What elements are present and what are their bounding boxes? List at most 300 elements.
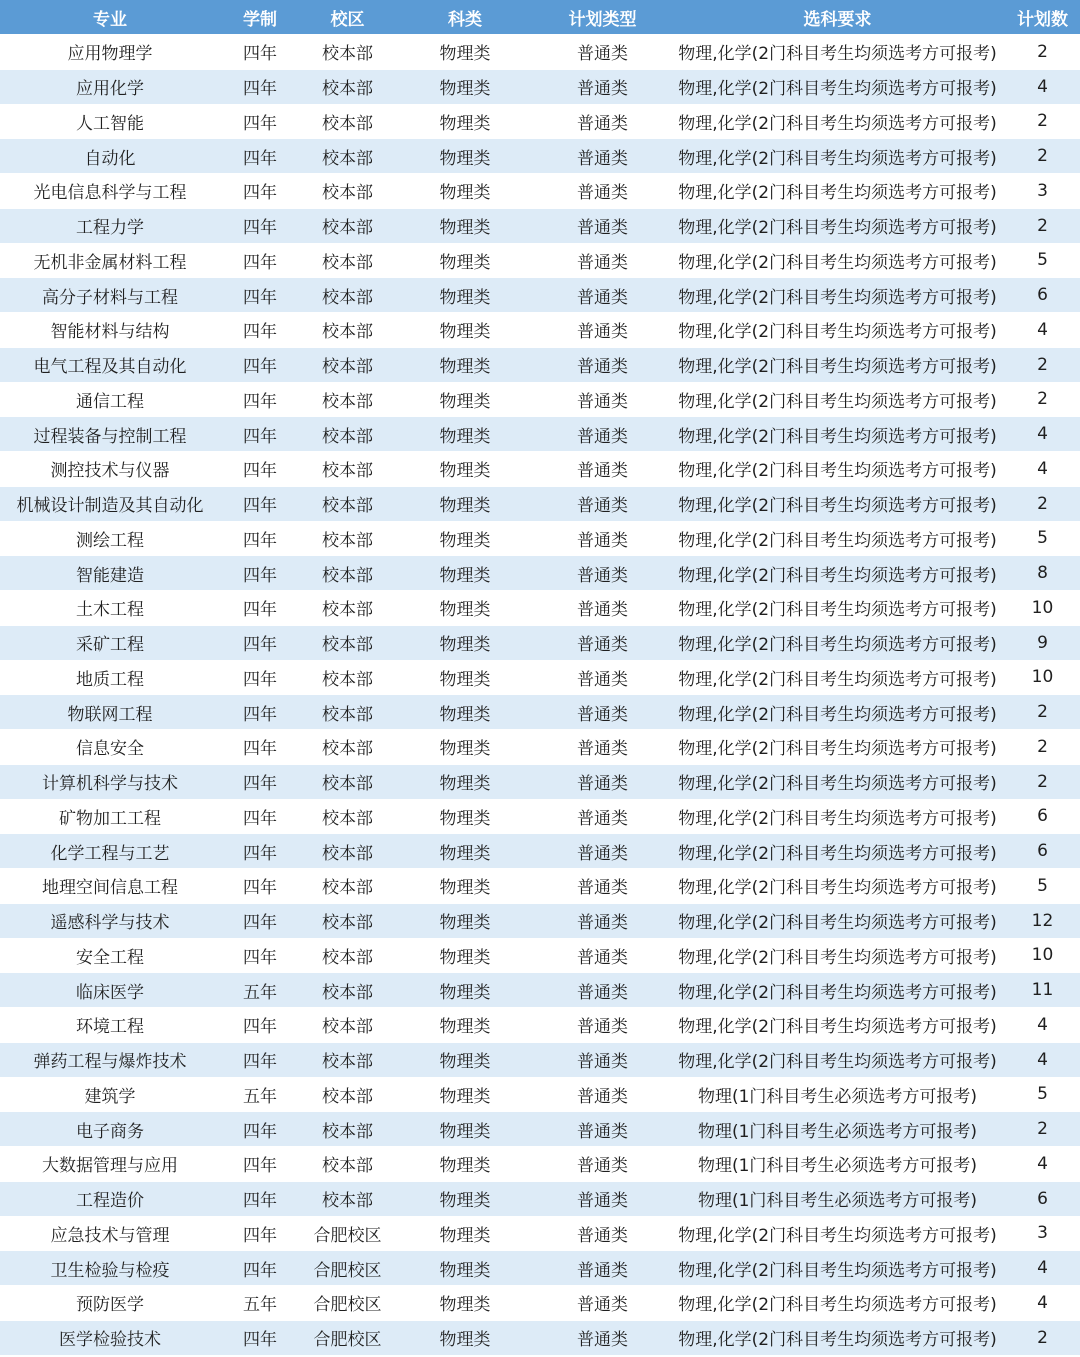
cell-subject-requirement: 物理,化学(2门科目考生均须选考方可报考) bbox=[678, 565, 997, 586]
cell-duration: 四年 bbox=[243, 1330, 277, 1351]
cell-duration: 四年 bbox=[243, 287, 277, 308]
cell-duration: 四年 bbox=[243, 44, 277, 65]
cell-plan-type: 普通类 bbox=[577, 1052, 628, 1073]
table-row bbox=[0, 1078, 1080, 1113]
cell-plan-count: 5 bbox=[1037, 528, 1048, 549]
cell-major: 弹药工程与爆炸技术 bbox=[33, 1052, 187, 1073]
table-row bbox=[0, 348, 1080, 383]
cell-major: 自动化 bbox=[84, 148, 136, 169]
cell-duration: 四年 bbox=[243, 183, 277, 204]
cell-subject-type: 物理类 bbox=[439, 1052, 491, 1073]
header-campus: 校区 bbox=[330, 9, 365, 30]
cell-campus: 校本部 bbox=[322, 183, 373, 204]
cell-campus: 校本部 bbox=[322, 461, 373, 482]
cell-plan-type: 普通类 bbox=[577, 982, 628, 1003]
cell-major: 预防医学 bbox=[76, 1295, 144, 1316]
table-row bbox=[0, 1043, 1080, 1078]
cell-campus: 合肥校区 bbox=[313, 1225, 382, 1246]
cell-campus: 合肥校区 bbox=[313, 1260, 382, 1281]
cell-subject-requirement: 物理,化学(2门科目考生均须选考方可报考) bbox=[678, 947, 997, 968]
cell-duration: 四年 bbox=[243, 913, 277, 934]
cell-major: 安全工程 bbox=[76, 947, 144, 968]
cell-plan-count: 6 bbox=[1037, 1188, 1048, 1209]
cell-campus: 校本部 bbox=[322, 635, 373, 656]
table-row bbox=[0, 591, 1080, 626]
cell-plan-type: 普通类 bbox=[577, 357, 628, 378]
cell-subject-requirement: 物理,化学(2门科目考生均须选考方可报考) bbox=[678, 1017, 997, 1038]
cell-campus: 校本部 bbox=[322, 878, 373, 899]
table-row bbox=[0, 35, 1080, 70]
cell-plan-count: 2 bbox=[1037, 702, 1048, 723]
cell-subject-type: 物理类 bbox=[439, 183, 491, 204]
cell-major: 通信工程 bbox=[76, 391, 144, 412]
cell-campus: 校本部 bbox=[322, 44, 373, 65]
table-row bbox=[0, 730, 1080, 765]
cell-duration: 四年 bbox=[243, 739, 277, 760]
cell-plan-type: 普通类 bbox=[577, 1086, 628, 1107]
cell-duration: 四年 bbox=[243, 322, 277, 343]
cell-major: 测绘工程 bbox=[76, 530, 144, 551]
cell-duration: 四年 bbox=[243, 218, 277, 239]
cell-subject-type: 物理类 bbox=[439, 461, 491, 482]
cell-subject-requirement: 物理,化学(2门科目考生均须选考方可报考) bbox=[678, 669, 997, 690]
cell-major: 临床医学 bbox=[76, 982, 144, 1003]
cell-plan-type: 普通类 bbox=[577, 287, 628, 308]
cell-plan-type: 普通类 bbox=[577, 461, 628, 482]
cell-plan-count: 5 bbox=[1037, 875, 1048, 896]
cell-subject-requirement: 物理,化学(2门科目考生均须选考方可报考) bbox=[678, 44, 997, 65]
cell-subject-type: 物理类 bbox=[439, 79, 491, 100]
cell-subject-requirement: 物理,化学(2门科目考生均须选考方可报考) bbox=[678, 252, 997, 273]
table-row bbox=[0, 174, 1080, 209]
cell-plan-type: 普通类 bbox=[577, 1121, 628, 1142]
cell-plan-count: 2 bbox=[1037, 111, 1048, 132]
table-row bbox=[0, 1112, 1080, 1147]
cell-duration: 四年 bbox=[243, 1052, 277, 1073]
table-row bbox=[0, 452, 1080, 487]
cell-campus: 校本部 bbox=[322, 1086, 373, 1107]
cell-plan-count: 4 bbox=[1037, 458, 1048, 479]
cell-plan-count: 4 bbox=[1037, 319, 1048, 340]
cell-duration: 四年 bbox=[243, 113, 277, 134]
table-row bbox=[0, 1147, 1080, 1182]
cell-subject-type: 物理类 bbox=[439, 287, 491, 308]
cell-plan-type: 普通类 bbox=[577, 600, 628, 621]
cell-subject-requirement: 物理,化学(2门科目考生均须选考方可报考) bbox=[678, 148, 997, 169]
cell-plan-count: 6 bbox=[1037, 806, 1048, 827]
cell-plan-type: 普通类 bbox=[577, 947, 628, 968]
cell-plan-count: 10 bbox=[1031, 597, 1054, 618]
cell-plan-type: 普通类 bbox=[577, 913, 628, 934]
cell-plan-type: 普通类 bbox=[577, 426, 628, 447]
cell-subject-requirement: 物理,化学(2门科目考生均须选考方可报考) bbox=[678, 496, 997, 517]
cell-subject-requirement: 物理,化学(2门科目考生均须选考方可报考) bbox=[678, 183, 997, 204]
cell-plan-count: 5 bbox=[1037, 250, 1048, 271]
cell-campus: 校本部 bbox=[322, 287, 373, 308]
cell-duration: 四年 bbox=[243, 1260, 277, 1281]
cell-duration: 四年 bbox=[243, 704, 277, 725]
cell-plan-type: 普通类 bbox=[577, 808, 628, 829]
cell-subject-type: 物理类 bbox=[439, 357, 491, 378]
cell-subject-type: 物理类 bbox=[439, 635, 491, 656]
cell-campus: 校本部 bbox=[322, 322, 373, 343]
cell-subject-type: 物理类 bbox=[439, 774, 491, 795]
cell-subject-requirement: 物理,化学(2门科目考生均须选考方可报考) bbox=[678, 704, 997, 725]
table-row bbox=[0, 800, 1080, 835]
cell-plan-type: 普通类 bbox=[577, 113, 628, 134]
cell-subject-requirement: 物理,化学(2门科目考生均须选考方可报考) bbox=[678, 357, 997, 378]
table-row bbox=[0, 765, 1080, 800]
cell-plan-count: 6 bbox=[1037, 285, 1048, 306]
cell-subject-requirement: 物理(1门科目考生必须选考方可报考) bbox=[697, 1086, 978, 1107]
header-major: 专业 bbox=[93, 9, 127, 30]
cell-subject-requirement: 物理,化学(2门科目考生均须选考方可报考) bbox=[678, 808, 997, 829]
cell-campus: 校本部 bbox=[322, 808, 373, 829]
cell-duration: 四年 bbox=[243, 565, 277, 586]
cell-major: 智能建造 bbox=[76, 565, 144, 586]
cell-campus: 校本部 bbox=[322, 739, 373, 760]
cell-subject-type: 物理类 bbox=[439, 426, 491, 447]
cell-major: 无机非金属材料工程 bbox=[33, 252, 187, 273]
cell-plan-type: 普通类 bbox=[577, 635, 628, 656]
cell-duration: 四年 bbox=[243, 1121, 277, 1142]
cell-subject-type: 物理类 bbox=[439, 1330, 491, 1351]
cell-plan-type: 普通类 bbox=[577, 1191, 628, 1212]
cell-subject-type: 物理类 bbox=[439, 1017, 491, 1038]
cell-major: 采矿工程 bbox=[76, 635, 144, 656]
cell-major: 机械设计制造及其自动化 bbox=[16, 496, 204, 517]
header-duration: 学制 bbox=[243, 9, 277, 30]
cell-subject-requirement: 物理,化学(2门科目考生均须选考方可报考) bbox=[678, 843, 997, 864]
cell-subject-requirement: 物理,化学(2门科目考生均须选考方可报考) bbox=[678, 1260, 997, 1281]
cell-subject-requirement: 物理(1门科目考生必须选考方可报考) bbox=[697, 1191, 978, 1212]
cell-subject-type: 物理类 bbox=[439, 113, 491, 134]
cell-major: 土木工程 bbox=[76, 600, 144, 621]
cell-plan-type: 普通类 bbox=[577, 669, 628, 690]
cell-duration: 四年 bbox=[243, 808, 277, 829]
cell-major: 电气工程及其自动化 bbox=[33, 357, 187, 378]
cell-subject-type: 物理类 bbox=[439, 44, 491, 65]
cell-plan-count: 2 bbox=[1037, 736, 1048, 757]
cell-major: 建筑学 bbox=[84, 1086, 136, 1107]
cell-subject-type: 物理类 bbox=[439, 669, 491, 690]
cell-subject-type: 物理类 bbox=[439, 1086, 491, 1107]
cell-subject-type: 物理类 bbox=[439, 1295, 491, 1316]
cell-campus: 校本部 bbox=[322, 391, 373, 412]
cell-plan-count: 4 bbox=[1037, 1292, 1048, 1313]
cell-subject-type: 物理类 bbox=[439, 1156, 491, 1177]
cell-subject-requirement: 物理,化学(2门科目考生均须选考方可报考) bbox=[678, 218, 997, 239]
cell-major: 电子商务 bbox=[76, 1121, 144, 1142]
table-row bbox=[0, 139, 1080, 174]
cell-campus: 校本部 bbox=[322, 218, 373, 239]
table-row bbox=[0, 383, 1080, 418]
cell-subject-requirement: 物理,化学(2门科目考生均须选考方可报考) bbox=[678, 878, 997, 899]
table-row bbox=[0, 1286, 1080, 1321]
cell-duration: 四年 bbox=[243, 461, 277, 482]
cell-subject-type: 物理类 bbox=[439, 1191, 491, 1212]
cell-campus: 校本部 bbox=[322, 843, 373, 864]
cell-subject-type: 物理类 bbox=[439, 218, 491, 239]
cell-plan-count: 2 bbox=[1037, 1327, 1048, 1348]
cell-subject-type: 物理类 bbox=[439, 496, 491, 517]
cell-plan-count: 10 bbox=[1031, 945, 1054, 966]
cell-major: 大数据管理与应用 bbox=[42, 1156, 178, 1177]
cell-subject-requirement: 物理,化学(2门科目考生均须选考方可报考) bbox=[678, 461, 997, 482]
cell-duration: 四年 bbox=[243, 1191, 277, 1212]
cell-subject-requirement: 物理,化学(2门科目考生均须选考方可报考) bbox=[678, 774, 997, 795]
cell-subject-type: 物理类 bbox=[439, 1225, 491, 1246]
cell-subject-requirement: 物理,化学(2门科目考生均须选考方可报考) bbox=[678, 530, 997, 551]
cell-major: 智能材料与结构 bbox=[50, 322, 170, 343]
cell-plan-type: 普通类 bbox=[577, 496, 628, 517]
cell-duration: 四年 bbox=[243, 530, 277, 551]
cell-major: 化学工程与工艺 bbox=[50, 843, 170, 864]
table-row bbox=[0, 695, 1080, 730]
cell-subject-requirement: 物理,化学(2门科目考生均须选考方可报考) bbox=[678, 600, 997, 621]
cell-campus: 校本部 bbox=[322, 1121, 373, 1142]
cell-plan-count: 12 bbox=[1031, 910, 1054, 931]
cell-subject-requirement: 物理,化学(2门科目考生均须选考方可报考) bbox=[678, 1052, 997, 1073]
table-row bbox=[0, 1008, 1080, 1043]
cell-subject-requirement: 物理,化学(2门科目考生均须选考方可报考) bbox=[678, 79, 997, 100]
cell-subject-type: 物理类 bbox=[439, 1260, 491, 1281]
cell-major: 测控技术与仪器 bbox=[50, 461, 170, 482]
cell-duration: 五年 bbox=[243, 982, 277, 1003]
cell-campus: 校本部 bbox=[322, 1017, 373, 1038]
cell-major: 医学检验技术 bbox=[59, 1330, 161, 1351]
cell-duration: 四年 bbox=[243, 843, 277, 864]
cell-duration: 四年 bbox=[243, 79, 277, 100]
header-plan-count: 计划数 bbox=[1017, 9, 1068, 30]
cell-subject-requirement: 物理,化学(2门科目考生均须选考方可报考) bbox=[678, 1295, 997, 1316]
cell-plan-count: 4 bbox=[1037, 1153, 1048, 1174]
cell-subject-type: 物理类 bbox=[439, 1121, 491, 1142]
cell-duration: 五年 bbox=[243, 1086, 277, 1107]
cell-subject-type: 物理类 bbox=[439, 843, 491, 864]
cell-plan-count: 9 bbox=[1037, 632, 1048, 653]
cell-campus: 校本部 bbox=[322, 669, 373, 690]
cell-major: 工程造价 bbox=[76, 1191, 144, 1212]
cell-plan-type: 普通类 bbox=[577, 183, 628, 204]
cell-major: 环境工程 bbox=[76, 1017, 144, 1038]
cell-major: 应用物理学 bbox=[67, 44, 153, 65]
cell-plan-type: 普通类 bbox=[577, 322, 628, 343]
cell-plan-type: 普通类 bbox=[577, 252, 628, 273]
cell-major: 计算机科学与技术 bbox=[42, 774, 178, 795]
table-row bbox=[0, 313, 1080, 348]
cell-major: 高分子材料与工程 bbox=[42, 287, 178, 308]
cell-plan-count: 6 bbox=[1037, 841, 1048, 862]
cell-plan-type: 普通类 bbox=[577, 878, 628, 899]
cell-major: 应用化学 bbox=[76, 79, 144, 100]
cell-duration: 四年 bbox=[243, 496, 277, 517]
cell-campus: 校本部 bbox=[322, 113, 373, 134]
cell-campus: 校本部 bbox=[322, 426, 373, 447]
header-subject-requirement: 选科要求 bbox=[803, 9, 872, 30]
cell-plan-type: 普通类 bbox=[577, 1225, 628, 1246]
cell-duration: 四年 bbox=[243, 1017, 277, 1038]
cell-plan-count: 2 bbox=[1037, 389, 1048, 410]
cell-duration: 四年 bbox=[243, 252, 277, 273]
header-plan-type: 计划类型 bbox=[568, 9, 637, 30]
header-subject-type: 科类 bbox=[448, 9, 482, 30]
cell-plan-type: 普通类 bbox=[577, 148, 628, 169]
cell-plan-count: 2 bbox=[1037, 215, 1048, 236]
cell-subject-requirement: 物理(1门科目考生必须选考方可报考) bbox=[697, 1121, 978, 1142]
cell-subject-requirement: 物理,化学(2门科目考生均须选考方可报考) bbox=[678, 426, 997, 447]
cell-campus: 校本部 bbox=[322, 704, 373, 725]
cell-plan-count: 2 bbox=[1037, 1119, 1048, 1140]
table-row bbox=[0, 1321, 1080, 1356]
cell-subject-requirement: 物理,化学(2门科目考生均须选考方可报考) bbox=[678, 113, 997, 134]
cell-subject-requirement: 物理,化学(2门科目考生均须选考方可报考) bbox=[678, 739, 997, 760]
cell-campus: 校本部 bbox=[322, 982, 373, 1003]
cell-subject-type: 物理类 bbox=[439, 148, 491, 169]
cell-plan-type: 普通类 bbox=[577, 704, 628, 725]
cell-plan-type: 普通类 bbox=[577, 1330, 628, 1351]
cell-subject-requirement: 物理,化学(2门科目考生均须选考方可报考) bbox=[678, 635, 997, 656]
table-row bbox=[0, 834, 1080, 869]
table-row bbox=[0, 1182, 1080, 1217]
cell-campus: 校本部 bbox=[322, 496, 373, 517]
cell-subject-requirement: 物理(1门科目考生必须选考方可报考) bbox=[697, 1156, 978, 1177]
cell-duration: 四年 bbox=[243, 774, 277, 795]
table-row bbox=[0, 487, 1080, 522]
cell-plan-count: 8 bbox=[1037, 563, 1048, 584]
cell-subject-type: 物理类 bbox=[439, 391, 491, 412]
cell-duration: 四年 bbox=[243, 947, 277, 968]
cell-subject-requirement: 物理,化学(2门科目考生均须选考方可报考) bbox=[678, 913, 997, 934]
table-row bbox=[0, 209, 1080, 244]
table-row bbox=[0, 1251, 1080, 1286]
cell-campus: 校本部 bbox=[322, 530, 373, 551]
cell-subject-requirement: 物理,化学(2门科目考生均须选考方可报考) bbox=[678, 391, 997, 412]
cell-plan-count: 4 bbox=[1037, 1258, 1048, 1279]
table-row bbox=[0, 661, 1080, 696]
cell-plan-count: 2 bbox=[1037, 493, 1048, 514]
table-row bbox=[0, 70, 1080, 105]
cell-plan-count: 2 bbox=[1037, 146, 1048, 167]
cell-duration: 四年 bbox=[243, 669, 277, 690]
cell-campus: 合肥校区 bbox=[313, 1330, 382, 1351]
cell-duration: 四年 bbox=[243, 426, 277, 447]
table-row bbox=[0, 417, 1080, 452]
cell-plan-type: 普通类 bbox=[577, 1295, 628, 1316]
cell-subject-type: 物理类 bbox=[439, 808, 491, 829]
cell-major: 光电信息科学与工程 bbox=[33, 183, 187, 204]
cell-plan-count: 3 bbox=[1037, 180, 1048, 201]
cell-subject-type: 物理类 bbox=[439, 739, 491, 760]
cell-subject-requirement: 物理,化学(2门科目考生均须选考方可报考) bbox=[678, 287, 997, 308]
cell-subject-type: 物理类 bbox=[439, 704, 491, 725]
table-body bbox=[0, 35, 1080, 1356]
cell-duration: 四年 bbox=[243, 1156, 277, 1177]
cell-duration: 四年 bbox=[243, 148, 277, 169]
cell-duration: 四年 bbox=[243, 600, 277, 621]
cell-campus: 合肥校区 bbox=[313, 1295, 382, 1316]
cell-subject-type: 物理类 bbox=[439, 947, 491, 968]
cell-major: 工程力学 bbox=[76, 218, 144, 239]
cell-subject-type: 物理类 bbox=[439, 878, 491, 899]
cell-subject-type: 物理类 bbox=[439, 913, 491, 934]
cell-campus: 校本部 bbox=[322, 600, 373, 621]
cell-plan-count: 4 bbox=[1037, 76, 1048, 97]
cell-campus: 校本部 bbox=[322, 565, 373, 586]
cell-plan-type: 普通类 bbox=[577, 79, 628, 100]
table-row bbox=[0, 939, 1080, 974]
table-row bbox=[0, 869, 1080, 904]
table-row bbox=[0, 973, 1080, 1008]
cell-plan-count: 2 bbox=[1037, 41, 1048, 62]
cell-subject-requirement: 物理,化学(2门科目考生均须选考方可报考) bbox=[678, 322, 997, 343]
cell-plan-type: 普通类 bbox=[577, 1156, 628, 1177]
cell-major: 地质工程 bbox=[76, 669, 144, 690]
table-row bbox=[0, 626, 1080, 661]
cell-plan-type: 普通类 bbox=[577, 391, 628, 412]
cell-campus: 校本部 bbox=[322, 252, 373, 273]
cell-subject-requirement: 物理,化学(2门科目考生均须选考方可报考) bbox=[678, 1225, 997, 1246]
cell-subject-requirement: 物理,化学(2门科目考生均须选考方可报考) bbox=[678, 1330, 997, 1351]
cell-plan-count: 3 bbox=[1037, 1223, 1048, 1244]
cell-campus: 校本部 bbox=[322, 1156, 373, 1177]
cell-major: 人工智能 bbox=[76, 113, 144, 134]
cell-campus: 校本部 bbox=[322, 913, 373, 934]
cell-plan-type: 普通类 bbox=[577, 530, 628, 551]
cell-subject-type: 物理类 bbox=[439, 565, 491, 586]
cell-duration: 四年 bbox=[243, 635, 277, 656]
cell-major: 过程装备与控制工程 bbox=[33, 426, 187, 447]
cell-major: 物联网工程 bbox=[67, 704, 153, 725]
cell-campus: 校本部 bbox=[322, 947, 373, 968]
cell-plan-count: 11 bbox=[1031, 980, 1054, 1001]
cell-campus: 校本部 bbox=[322, 1052, 373, 1073]
cell-duration: 四年 bbox=[243, 357, 277, 378]
table-row bbox=[0, 904, 1080, 939]
cell-campus: 校本部 bbox=[322, 79, 373, 100]
cell-subject-type: 物理类 bbox=[439, 530, 491, 551]
cell-duration: 四年 bbox=[243, 391, 277, 412]
cell-campus: 校本部 bbox=[322, 357, 373, 378]
cell-plan-count: 2 bbox=[1037, 354, 1048, 375]
cell-subject-type: 物理类 bbox=[439, 982, 491, 1003]
cell-plan-type: 普通类 bbox=[577, 739, 628, 760]
table-row bbox=[0, 1217, 1080, 1252]
cell-subject-type: 物理类 bbox=[439, 322, 491, 343]
cell-plan-type: 普通类 bbox=[577, 44, 628, 65]
table-row bbox=[0, 556, 1080, 591]
cell-plan-count: 4 bbox=[1037, 424, 1048, 445]
cell-plan-type: 普通类 bbox=[577, 565, 628, 586]
cell-plan-count: 4 bbox=[1037, 1014, 1048, 1035]
cell-plan-count: 10 bbox=[1031, 667, 1054, 688]
table-row bbox=[0, 278, 1080, 313]
cell-plan-type: 普通类 bbox=[577, 774, 628, 795]
cell-plan-type: 普通类 bbox=[577, 843, 628, 864]
cell-plan-count: 4 bbox=[1037, 1049, 1048, 1070]
table-header-row bbox=[0, 0, 1080, 35]
cell-plan-type: 普通类 bbox=[577, 1260, 628, 1281]
cell-duration: 四年 bbox=[243, 1225, 277, 1246]
cell-campus: 校本部 bbox=[322, 148, 373, 169]
cell-campus: 校本部 bbox=[322, 1191, 373, 1212]
cell-duration: 五年 bbox=[243, 1295, 277, 1316]
cell-campus: 校本部 bbox=[322, 774, 373, 795]
cell-major: 地理空间信息工程 bbox=[42, 878, 178, 899]
cell-major: 卫生检验与检疫 bbox=[50, 1260, 170, 1281]
cell-subject-requirement: 物理,化学(2门科目考生均须选考方可报考) bbox=[678, 982, 997, 1003]
cell-subject-type: 物理类 bbox=[439, 252, 491, 273]
